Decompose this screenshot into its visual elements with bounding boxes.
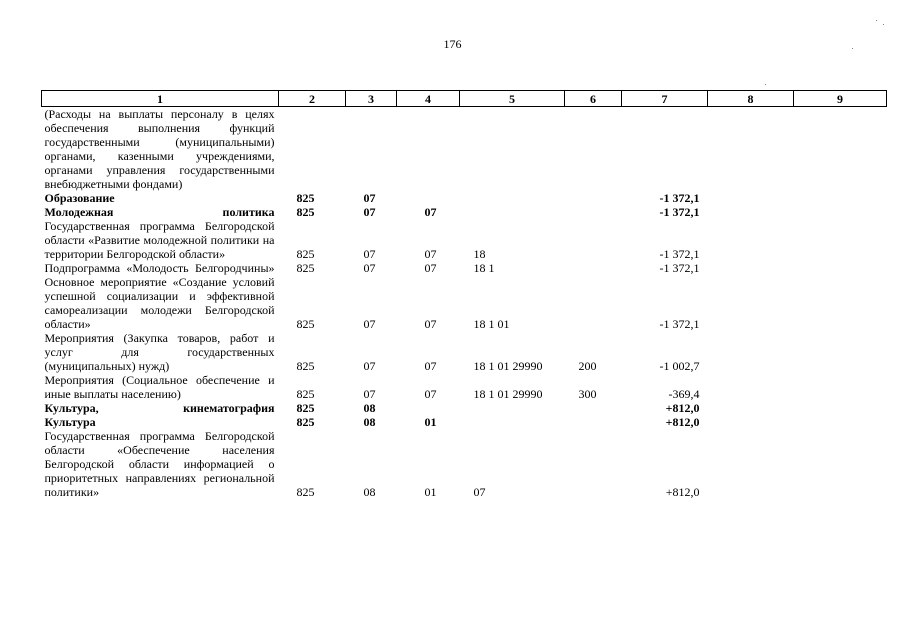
cell-subsection	[397, 107, 460, 192]
table-body	[42, 107, 887, 500]
cell-expense-type: 200	[578, 359, 597, 373]
header-cell: 4	[397, 91, 460, 107]
cell-empty	[794, 275, 887, 331]
cell-expense-type	[565, 205, 622, 219]
cell-section: 07	[363, 359, 376, 373]
cell-target-article	[460, 205, 565, 219]
scan-speck	[876, 20, 877, 21]
cell-chapter: 825	[296, 415, 315, 429]
header-cell: 7	[622, 91, 708, 107]
table-row	[42, 275, 887, 331]
page-number: 176	[443, 37, 462, 51]
cell-subsection: 01	[424, 485, 437, 499]
header-cell: 5	[460, 91, 565, 107]
table-row	[42, 261, 887, 275]
table-row	[42, 373, 887, 401]
cell-target-article: 18 1	[473, 261, 495, 275]
row-description: Культура, кинематография	[44, 401, 275, 415]
cell-chapter: 825	[296, 387, 315, 401]
cell-expense-type	[565, 401, 622, 415]
cell-amount: -1 372,1	[659, 205, 700, 219]
cell-subsection: 07	[424, 205, 437, 219]
cell-chapter: 825	[296, 401, 315, 415]
cell-empty	[708, 107, 794, 192]
cell-amount: -369,4	[668, 387, 700, 401]
cell-expense-type	[565, 107, 622, 192]
cell-empty	[794, 331, 887, 373]
cell-amount: +812,0	[665, 401, 700, 415]
row-description: Основное мероприятие «Создание условий успешной социализации и эффективной самореализации молодежи Белгородской области»	[44, 275, 275, 331]
cell-target-article: 18 1 01 29990	[473, 359, 543, 373]
cell-empty	[794, 429, 887, 499]
header-cell: 9	[794, 91, 887, 107]
cell-target-article: 07	[473, 485, 486, 499]
cell-chapter: 825	[296, 247, 315, 261]
table-row	[42, 415, 887, 429]
cell-subsection: 07	[424, 261, 437, 275]
table-row	[42, 107, 887, 192]
table-row	[42, 401, 887, 415]
cell-chapter: 825	[296, 317, 315, 331]
cell-section: 08	[363, 401, 376, 415]
header-cell: 3	[346, 91, 397, 107]
cell-amount: +812,0	[665, 415, 700, 429]
cell-section: 08	[363, 485, 376, 499]
cell-chapter: 825	[296, 191, 315, 205]
cell-section: 07	[363, 205, 376, 219]
cell-amount: -1 002,7	[659, 359, 700, 373]
cell-target-article: 18	[473, 247, 486, 261]
cell-amount	[622, 107, 708, 192]
cell-empty	[708, 275, 794, 331]
cell-amount: -1 372,1	[659, 191, 700, 205]
table-row	[42, 331, 887, 373]
row-description: Государственная программа Белгородской области «Обеспечение населения Белгородской области информацией о приоритетных направлениях региональной политики»	[44, 429, 275, 499]
cell-empty	[708, 261, 794, 275]
row-description: Подпрограмма «Молодость Белгородчины»	[44, 261, 275, 275]
cell-subsection	[397, 191, 460, 205]
scan-speck	[765, 84, 766, 85]
cell-empty	[794, 219, 887, 261]
cell-section: 07	[363, 191, 376, 205]
column-number-header	[42, 91, 887, 107]
cell-subsection: 07	[424, 387, 437, 401]
cell-section: 07	[363, 317, 376, 331]
budget-table	[41, 90, 887, 499]
cell-chapter	[279, 107, 346, 192]
cell-amount: -1 372,1	[659, 261, 700, 275]
cell-amount: -1 372,1	[659, 247, 700, 261]
cell-section	[346, 107, 397, 192]
cell-expense-type	[565, 275, 622, 331]
header-cell: 6	[565, 91, 622, 107]
row-description: Культура	[44, 415, 96, 429]
cell-amount: -1 372,1	[659, 317, 700, 331]
cell-empty	[794, 415, 887, 429]
cell-empty	[708, 373, 794, 401]
row-description: (Расходы на выплаты персоналу в целях обеспечения выполнения функций государственными (муниципальными) органами, казенными учреждениями, органами управления государственными внебюджетными фондами)	[44, 107, 275, 191]
cell-section: 07	[363, 247, 376, 261]
cell-empty	[708, 331, 794, 373]
header-cell: 2	[279, 91, 346, 107]
cell-amount: +812,0	[665, 485, 700, 499]
cell-empty	[794, 261, 887, 275]
scan-speck	[852, 48, 853, 49]
cell-subsection: 07	[424, 317, 437, 331]
cell-empty	[794, 191, 887, 205]
header-cell: 8	[708, 91, 794, 107]
row-description: Мероприятия (Закупка товаров, работ и услуг для государственных (муниципальных) нужд)	[44, 331, 275, 373]
cell-expense-type	[565, 429, 622, 499]
cell-chapter: 825	[296, 359, 315, 373]
cell-target-article	[460, 415, 565, 429]
cell-section: 08	[363, 415, 376, 429]
cell-empty	[708, 205, 794, 219]
cell-expense-type	[565, 415, 622, 429]
row-description: Образование	[44, 191, 115, 205]
header-cell: 1	[42, 91, 279, 107]
cell-empty	[708, 191, 794, 205]
cell-target-article: 18 1 01 29990	[473, 387, 543, 401]
cell-chapter: 825	[296, 261, 315, 275]
cell-expense-type	[565, 261, 622, 275]
cell-target-article	[460, 107, 565, 192]
row-description: Мероприятия (Социальное обеспечение и иные выплаты населению)	[44, 373, 275, 401]
cell-empty	[794, 401, 887, 415]
budget-table-container	[41, 90, 886, 499]
cell-expense-type	[565, 191, 622, 205]
table-row	[42, 205, 887, 219]
row-description: Молодежная политика	[44, 205, 275, 219]
cell-target-article	[460, 401, 565, 415]
cell-expense-type	[565, 219, 622, 261]
table-row	[42, 191, 887, 205]
cell-chapter: 825	[296, 205, 315, 219]
cell-subsection	[397, 401, 460, 415]
cell-subsection: 01	[424, 415, 437, 429]
table-row	[42, 219, 887, 261]
cell-empty	[794, 107, 887, 192]
cell-empty	[708, 401, 794, 415]
cell-empty	[708, 415, 794, 429]
cell-section: 07	[363, 261, 376, 275]
cell-subsection: 07	[424, 247, 437, 261]
cell-chapter: 825	[296, 485, 315, 499]
cell-empty	[794, 373, 887, 401]
table-row	[42, 429, 887, 499]
cell-empty	[794, 205, 887, 219]
cell-subsection: 07	[424, 359, 437, 373]
cell-empty	[708, 429, 794, 499]
scan-speck	[883, 24, 884, 25]
cell-target-article	[460, 191, 565, 205]
cell-expense-type: 300	[578, 387, 597, 401]
cell-target-article: 18 1 01	[473, 317, 510, 331]
cell-section: 07	[363, 387, 376, 401]
row-description: Государственная программа Белгородской области «Развитие молодежной политики на территории Белгородской области»	[44, 219, 275, 261]
cell-empty	[708, 219, 794, 261]
